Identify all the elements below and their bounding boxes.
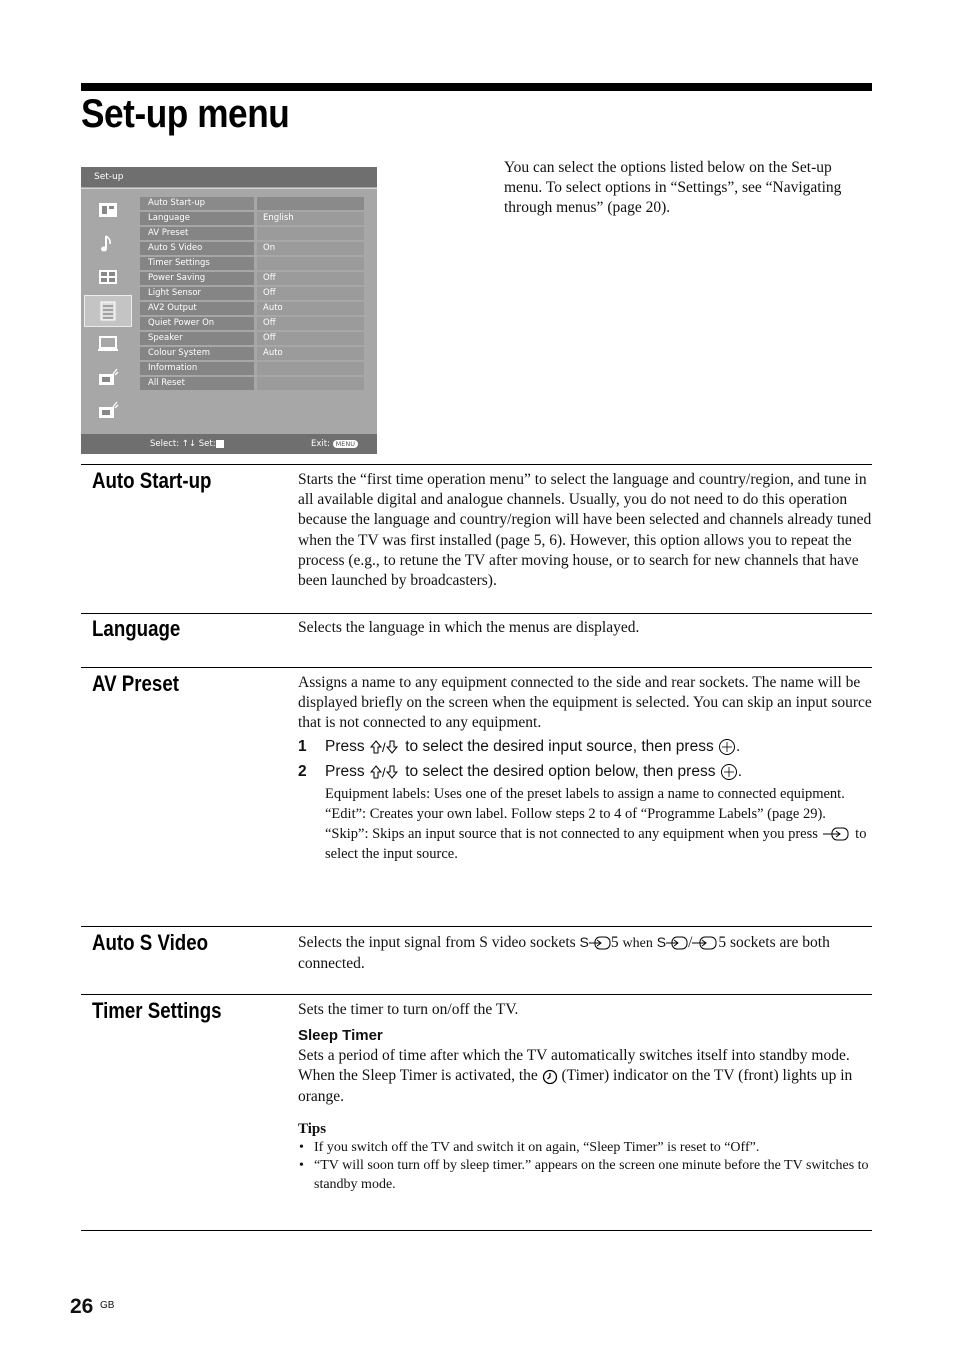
- language-text: Selects the language in which the menus are displayed.: [298, 619, 640, 636]
- section-body-auto-s-video: [298, 932, 872, 974]
- section-title-auto-s-video: Auto S Video: [92, 930, 209, 955]
- input-number: 5: [610, 934, 619, 951]
- s-video-input-icon: [589, 936, 611, 950]
- bullet: •: [299, 1139, 304, 1155]
- osd-row-language[interactable]: [140, 212, 364, 227]
- av-preset-step-1: 1 Press / to select the desired input source, then press .: [298, 734, 872, 759]
- section-title-auto-startup: Auto Start-up: [92, 468, 212, 493]
- osd-header: Set-up: [81, 167, 377, 187]
- osd-row-value: Off: [257, 272, 364, 287]
- osd-icon-column: [84, 194, 135, 429]
- s-video-label: S: [656, 934, 667, 950]
- timer-settings-text: Sets the timer to turn on/off the TV.: [298, 1001, 519, 1018]
- enter-button-icon: [718, 738, 736, 756]
- option-edit: “Edit”: Creates your own label. Follow steps 2 to 4 of “Programme Labels” (page 29).: [325, 805, 826, 822]
- features-icon[interactable]: [84, 261, 132, 293]
- timer-icon: [542, 1069, 558, 1085]
- osd-row-value: [257, 227, 364, 242]
- osd-row-light-sensor[interactable]: [140, 287, 364, 302]
- osd-row-timer-settings[interactable]: [140, 257, 364, 272]
- digital-channel-icon[interactable]: [84, 395, 132, 427]
- av-preset-options: [298, 784, 872, 864]
- osd-row-all-reset[interactable]: [140, 377, 364, 392]
- set-label: Set:: [198, 439, 216, 449]
- section-divider: [81, 464, 872, 465]
- osd-row-value: English: [257, 212, 364, 227]
- section-divider: [81, 926, 872, 927]
- section-divider: [81, 1230, 872, 1231]
- osd-row-value: Off: [257, 317, 364, 332]
- osd-footer-exit: [311, 434, 358, 454]
- when-text: when: [622, 936, 653, 951]
- osd-row-label: Speaker: [140, 332, 254, 347]
- section-title-language: Language: [92, 616, 181, 641]
- osd-row-label: Information: [140, 362, 254, 377]
- picture-icon[interactable]: [84, 194, 132, 226]
- osd-row-av2-output[interactable]: [140, 302, 364, 317]
- osd-row-auto-startup[interactable]: [140, 197, 364, 212]
- page-title: Set-up menu: [81, 92, 290, 136]
- osd-row-value: Off: [257, 332, 364, 347]
- page-number: 26: [70, 1295, 94, 1318]
- osd-row-colour-system[interactable]: [140, 347, 364, 362]
- option-equipment-labels: Equipment labels: Uses one of the preset labels to assign a name to connected equipment.: [325, 785, 845, 802]
- step-text: Press: [325, 737, 365, 755]
- select-label: Select:: [150, 439, 180, 449]
- step-number: 1: [298, 737, 307, 755]
- pc-icon[interactable]: [84, 328, 132, 360]
- osd-footer-select: [150, 434, 224, 454]
- section-title-timer-settings: Timer Settings: [92, 998, 222, 1023]
- sleep-timer-text: Sets a period of time after which the TV automatically switches itself into standby mode.: [298, 1047, 850, 1065]
- osd-row-label: Language: [140, 212, 254, 227]
- tip-item: [298, 1139, 872, 1158]
- osd-row-label: Power Saving: [140, 272, 254, 287]
- menu-button-icon: MENU: [333, 440, 358, 448]
- up-down-arrow-icon: ↑↓: [181, 439, 197, 449]
- sleep-timer-indicator-text: [298, 1066, 872, 1106]
- osd-row-label: AV Preset: [140, 227, 254, 242]
- svg-text:/: /: [381, 764, 386, 780]
- osd-row-label: Timer Settings: [140, 257, 254, 272]
- up-down-arrow-icon: [369, 739, 401, 755]
- osd-row-speaker[interactable]: [140, 332, 364, 347]
- s-video-input-icon: [666, 936, 688, 950]
- osd-row-value: Auto: [257, 302, 364, 317]
- osd-row-value: Off: [257, 287, 364, 302]
- step-number: 2: [298, 762, 307, 780]
- sound-icon[interactable]: [84, 228, 132, 260]
- osd-row-label: All Reset: [140, 377, 254, 392]
- sleep-timer-heading: Sleep Timer: [298, 1027, 383, 1045]
- step-text: to select the desired option below, then press: [405, 762, 716, 780]
- auto-s-video-text-b: 5 sockets are both connected.: [298, 934, 830, 973]
- input-select-icon: [822, 826, 852, 842]
- osd-row-value: [257, 377, 364, 392]
- step-text: to select the desired input source, then press: [405, 737, 714, 755]
- osd-setup-list: [140, 197, 364, 392]
- osd-row-power-saving[interactable]: [140, 272, 364, 287]
- setup-icon[interactable]: [84, 295, 132, 327]
- page-language-code: GB: [100, 1300, 115, 1311]
- tips-heading: Tips: [298, 1120, 327, 1137]
- osd-footer: [81, 434, 377, 454]
- osd-row-av-preset[interactable]: [140, 227, 364, 242]
- svg-text:/: /: [381, 739, 386, 755]
- osd-row-value: [257, 197, 364, 212]
- tip-text: If you switch off the TV and switch it on again, “Sleep Timer” is reset to “Off”.: [314, 1139, 760, 1155]
- osd-row-auto-s-video[interactable]: [140, 242, 364, 257]
- s-video-label: S: [579, 934, 589, 950]
- title-rule: [81, 83, 872, 91]
- option-skip: [325, 824, 872, 864]
- section-body-language: [298, 618, 872, 638]
- osd-row-label: Colour System: [140, 347, 254, 362]
- osd-row-label: Quiet Power On: [140, 317, 254, 332]
- tip-text: “TV will soon turn off by sleep timer.” appears on the screen one minute before the TV switches to standby mode.: [314, 1158, 869, 1192]
- sleep-indicator-text-b: (Timer) indicator on the TV (front) lights up in orange.: [298, 1067, 853, 1105]
- osd-row-label: Auto S Video: [140, 242, 254, 257]
- section-body-av-preset: [298, 673, 872, 864]
- osd-row-label: Light Sensor: [140, 287, 254, 302]
- section-divider: [81, 667, 872, 668]
- section-divider: [81, 613, 872, 614]
- section-divider: [81, 994, 872, 995]
- auto-startup-text: Starts the “first time operation menu” to select the language and country/region, and tune in all available digital and analogue channels. Usually, you do not need to do this operation because the language and country/region will have been selected and channels already tuned when the TV was first installed (page 5, 6). However, this option allows you to repeat the process (e.g., to retune the TV after moving house, or to search for new channels that have been launched by broadcasters).: [298, 471, 872, 590]
- osd-row-value: On: [257, 242, 364, 257]
- intro-paragraph: You can select the options listed below on the Set-up menu. To select options in “Settings”, see “Navigating through menus” (page 20).: [504, 159, 842, 216]
- av-preset-step-2: 2 Press / to select the desired option below, then press .: [298, 759, 872, 784]
- step-text: Press: [325, 762, 365, 780]
- bullet: •: [299, 1158, 304, 1174]
- video-input-icon: [692, 936, 718, 950]
- analogue-channel-icon[interactable]: [84, 362, 132, 394]
- osd-row-value: [257, 257, 364, 272]
- section-body-timer-settings: [298, 1000, 872, 1194]
- setup-menu-screen: [81, 167, 377, 454]
- enter-button-icon: [720, 763, 738, 781]
- auto-s-video-text-a: Selects the input signal from S video sockets: [298, 934, 576, 951]
- exit-label: Exit:: [311, 439, 330, 449]
- osd-row-quiet-power-on[interactable]: [140, 317, 364, 332]
- up-down-arrow-icon: [369, 764, 401, 780]
- osd-row-information[interactable]: [140, 362, 364, 377]
- option-skip-text: to select the input source.: [325, 825, 867, 862]
- enter-icon: [216, 440, 224, 448]
- tip-item: [298, 1157, 872, 1194]
- osd-row-value: [257, 362, 364, 377]
- section-title-av-preset: AV Preset: [92, 671, 179, 696]
- sleep-indicator-text-a: When the Sleep Timer is activated, the: [298, 1067, 538, 1085]
- osd-row-value: Auto: [257, 347, 364, 362]
- osd-row-label: Auto Start-up: [140, 197, 254, 212]
- osd-divider: [81, 188, 377, 189]
- auto-s-video-text: Selects the input signal from S video sockets S 5 when S / 5 sockets are both connected.: [298, 934, 830, 973]
- av-preset-text: Assigns a name to any equipment connected to the side and rear sockets. The name will be displayed briefly on the screen when the equipment is selected. You can skip an input source that is not connected to any equipment.: [298, 674, 872, 732]
- option-skip-text: “Skip”: Skips an input source that is not connected to any equipment when you press: [325, 825, 818, 842]
- section-body-auto-startup: [298, 470, 872, 591]
- osd-row-label: AV2 Output: [140, 302, 254, 317]
